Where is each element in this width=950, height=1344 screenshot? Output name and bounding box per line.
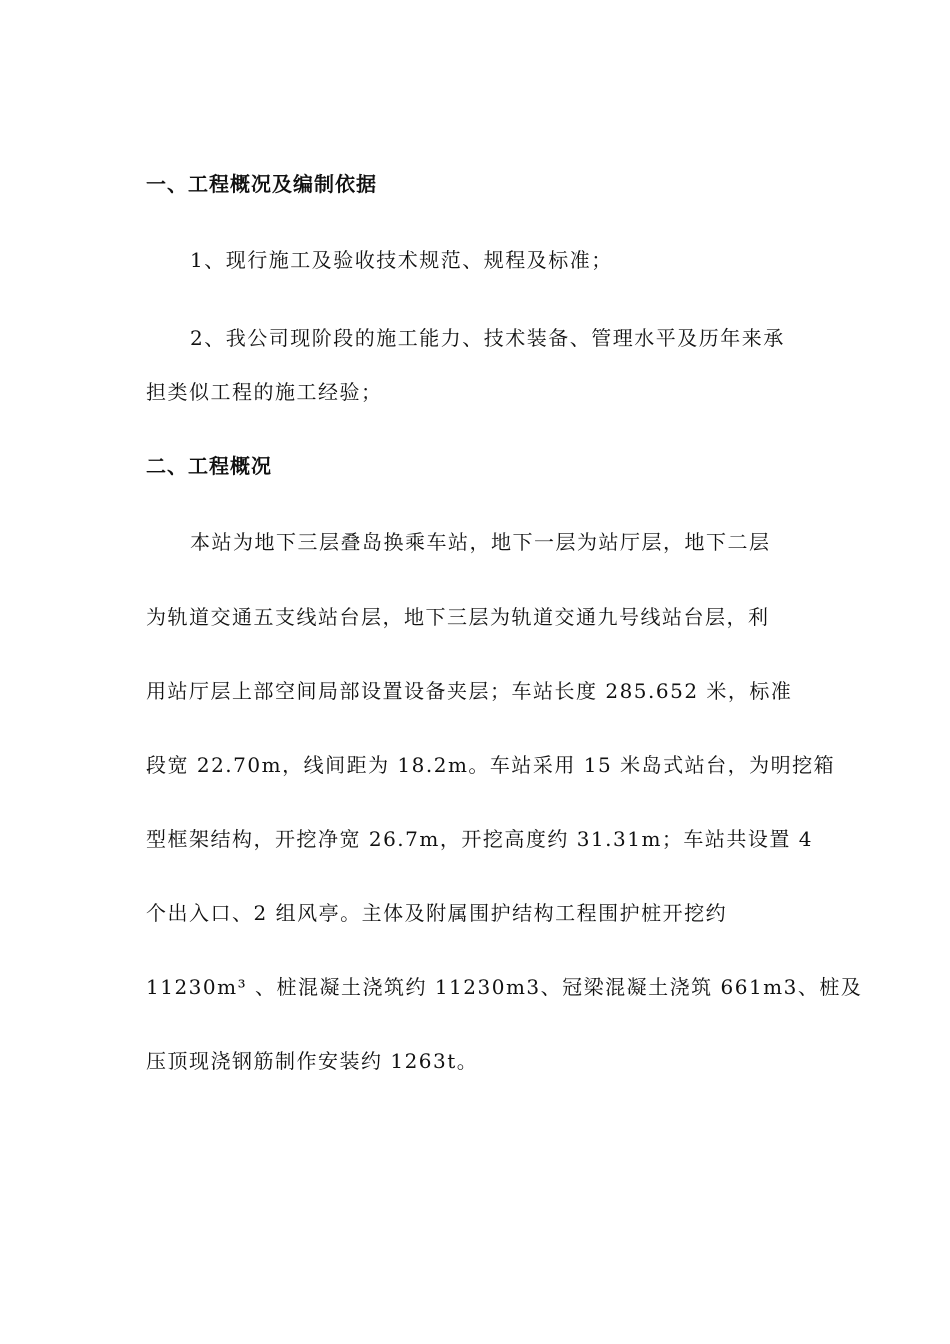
- body-line-2: 为轨道交通五支线站台层，地下三层为轨道交通九号线站台层，利: [146, 605, 770, 629]
- body-line-1: 本站为地下三层叠岛换乘车站，地下一层为站厅层，地下二层: [190, 530, 771, 554]
- paragraph-item-2-line-2: 担类似工程的施工经验；: [146, 380, 383, 404]
- body-line-3: 用站厅层上部空间局部设置设备夹层；车站长度 285.652 米，标准: [146, 679, 793, 703]
- body-line-8: 压顶现浇钢筋制作安装约 1263t。: [146, 1049, 479, 1073]
- paragraph-item-1: 1、现行施工及验收技术规范、规程及标准；: [190, 248, 613, 272]
- section-heading-1: 一、工程概况及编制依据: [146, 172, 377, 196]
- body-line-5: 型框架结构，开挖净宽 26.7m，开挖高度约 31.31m；车站共设置 4: [146, 827, 814, 851]
- body-line-6: 个出入口、2 组风亭。主体及附属围护结构工程围护桩开挖约: [146, 901, 728, 925]
- section-heading-2: 二、工程概况: [146, 454, 272, 478]
- body-line-7: 11230m³ 、桩混凝土浇筑约 11230m3、冠梁混凝土浇筑 661m3、桩及: [146, 975, 863, 999]
- body-line-4: 段宽 22.70m，线间距为 18.2m。车站采用 15 米岛式站台，为明挖箱: [146, 753, 836, 777]
- paragraph-item-2-line-1: 2、我公司现阶段的施工能力、技术装备、管理水平及历年来承: [190, 326, 785, 350]
